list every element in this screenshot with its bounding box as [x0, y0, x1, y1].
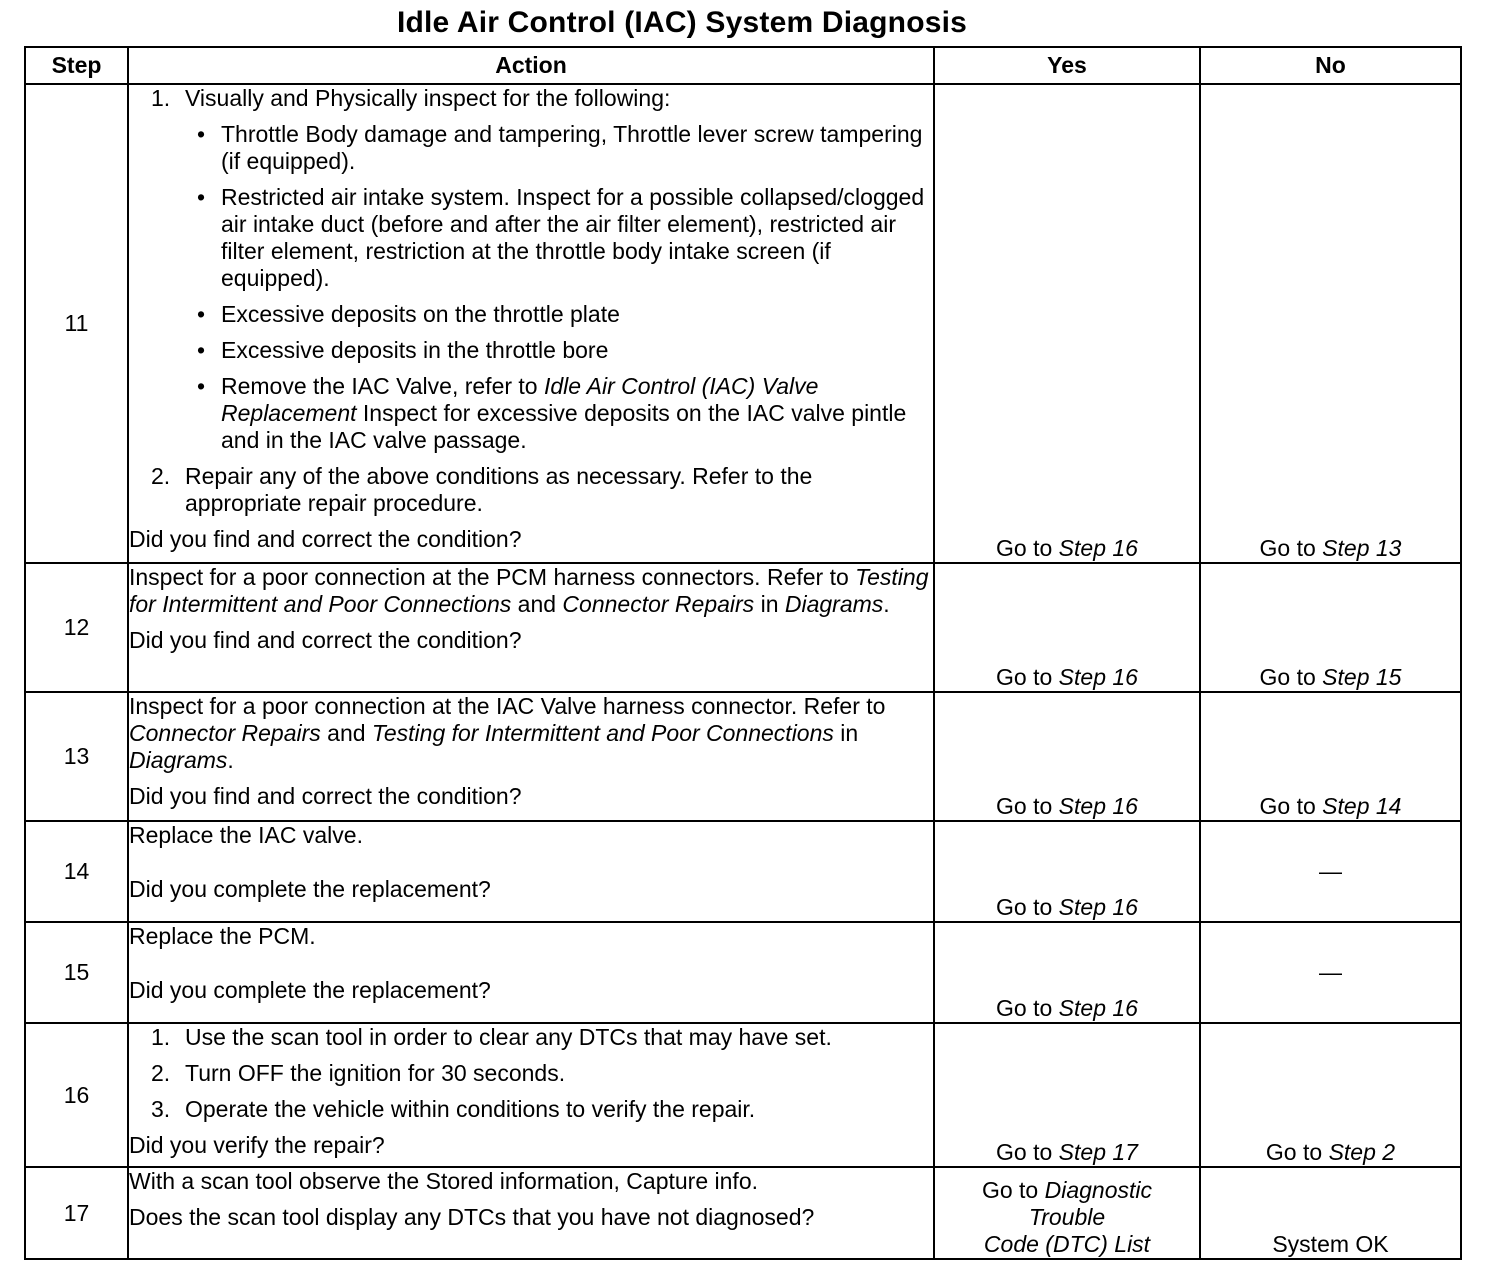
reference-link[interactable]: Testing for Intermittent and Poor Connections [371, 720, 834, 746]
yes-answer: Go to Step 16 [934, 821, 1200, 922]
header-yes: Yes [934, 47, 1200, 84]
reference-link[interactable]: Idle Air Control (IAC) Valve Replacement [221, 373, 819, 426]
bullet-item: • Excessive deposits on the throttle plate [197, 301, 620, 327]
step-number: 14 [25, 821, 128, 922]
reference-link[interactable]: Connector Repairs [562, 591, 755, 617]
reference-link[interactable]: Trouble [1028, 1204, 1106, 1230]
action-cell [128, 1023, 934, 1167]
reference-link[interactable]: Diagrams [129, 747, 228, 773]
step-number: 12 [25, 563, 128, 692]
reference-link[interactable]: Diagrams [784, 591, 884, 617]
header-action: Action [128, 47, 934, 84]
reference-link[interactable]: Code (DTC) List [983, 1231, 1151, 1257]
table-row [25, 922, 1461, 1023]
question-text: Did you find and correct the condition? [129, 627, 522, 653]
no-answer-dash: — [1200, 821, 1461, 922]
step-number: 17 [25, 1167, 128, 1259]
yes-answer: Go to Step 17 [934, 1023, 1200, 1167]
diagnosis-table [24, 46, 1462, 1260]
header-step: Step [25, 47, 128, 84]
table-row [25, 1023, 1461, 1167]
bullet-item: • Excessive deposits in the throttle bore [197, 337, 609, 363]
reference-link[interactable]: Testing for Intermittent and Poor Connections [129, 564, 929, 617]
yes-answer: Go to Step 16 [934, 922, 1200, 1023]
action-text: Inspect for a poor connection at the PCM harness connectors. Refer to Testing for Intermittent and Poor Connections and Connector Repairs in Diagrams. [129, 564, 929, 617]
goto-step-link[interactable]: Step 14 [1322, 793, 1402, 819]
yes-answer: Go to Step 16 [934, 692, 1200, 821]
step-number: 13 [25, 692, 128, 821]
action-text: Replace the PCM. [129, 923, 316, 949]
reference-link[interactable]: Diagnostic [1044, 1177, 1153, 1203]
step-number: 11 [25, 84, 128, 563]
numbered-item: 2. Repair any of the above conditions as necessary. Refer to the appropriate repair procedure. [151, 463, 813, 516]
header-no: No [1200, 47, 1461, 84]
no-answer: Go to Step 15 [1200, 563, 1461, 692]
step-number: 15 [25, 922, 128, 1023]
goto-step-link[interactable]: Step 16 [1058, 793, 1138, 819]
goto-step-link[interactable]: Step 2 [1328, 1139, 1396, 1165]
question-text: Did you find and correct the condition? [129, 526, 522, 552]
numbered-item: 3. Operate the vehicle within conditions to verify the repair. [151, 1096, 756, 1122]
no-answer: Go to Step 2 [1200, 1023, 1461, 1167]
question-text: Did you verify the repair? [129, 1132, 385, 1158]
table-row [25, 84, 1461, 563]
numbered-item: 1. Use the scan tool in order to clear any DTCs that may have set. [151, 1024, 832, 1050]
action-text: With a scan tool observe the Stored information, Capture info. [129, 1168, 758, 1194]
bullet-item: • Remove the IAC Valve, refer to Idle Air Control (IAC) Valve Replacement Inspect for excessive deposits on the IAC valve pintle and in the IAC valve passage. [197, 373, 907, 453]
action-cell [128, 821, 934, 922]
goto-step-link[interactable]: Step 16 [1058, 664, 1138, 690]
goto-step-link[interactable]: Step 16 [1058, 535, 1138, 561]
action-text: Replace the IAC valve. [129, 822, 363, 848]
question-text: Did you complete the replacement? [129, 977, 491, 1003]
question-text: Did you complete the replacement? [129, 876, 491, 902]
goto-step-link[interactable]: Step 16 [1058, 995, 1138, 1021]
question-text: Did you find and correct the condition? [129, 783, 522, 809]
page-title: Idle Air Control (IAC) System Diagnosis [396, 6, 968, 39]
yes-answer: Go to Step 16 [934, 563, 1200, 692]
no-answer: Go to Step 13 [1200, 84, 1461, 563]
action-cell [128, 692, 934, 821]
action-cell [128, 922, 934, 1023]
header-row [25, 47, 1461, 84]
goto-step-link[interactable]: Step 13 [1322, 535, 1402, 561]
table-row [25, 1167, 1461, 1259]
bullet-item: • Restricted air intake system. Inspect for a possible collapsed/clogged air intake duct (before and after the air filter element), restricted air filter element, restriction at the throttle body intake screen (if equipped). [197, 184, 925, 291]
reference-link[interactable]: Connector Repairs [129, 720, 321, 746]
no-answer: Go to Step 14 [1200, 692, 1461, 821]
yes-answer: Go to Step 16 [934, 84, 1200, 563]
table-row [25, 821, 1461, 922]
goto-step-link[interactable]: Step 15 [1322, 664, 1402, 690]
no-answer: System OK [1200, 1167, 1461, 1259]
yes-answer: Go to Diagnostic Trouble Code (DTC) List [934, 1167, 1200, 1259]
action-text: Inspect for a poor connection at the IAC Valve harness connector. Refer to Connector Repairs and Testing for Intermittent and Poor Connections in Diagrams. [129, 693, 886, 773]
numbered-item: 1. Visually and Physically inspect for the following: [151, 85, 671, 111]
bullet-item: • Throttle Body damage and tampering, Throttle lever screw tampering (if equipped). [197, 121, 923, 174]
table-row [25, 563, 1461, 692]
goto-step-link[interactable]: Step 16 [1058, 894, 1138, 920]
action-cell [128, 1167, 934, 1259]
no-answer-dash: — [1200, 922, 1461, 1023]
question-text: Does the scan tool display any DTCs that you have not diagnosed? [129, 1204, 815, 1230]
goto-step-link[interactable]: Step 17 [1058, 1139, 1138, 1165]
action-cell [128, 84, 934, 563]
action-cell [128, 563, 934, 692]
step-number: 16 [25, 1023, 128, 1167]
numbered-item: 2. Turn OFF the ignition for 30 seconds. [151, 1060, 566, 1086]
table-row [25, 692, 1461, 821]
